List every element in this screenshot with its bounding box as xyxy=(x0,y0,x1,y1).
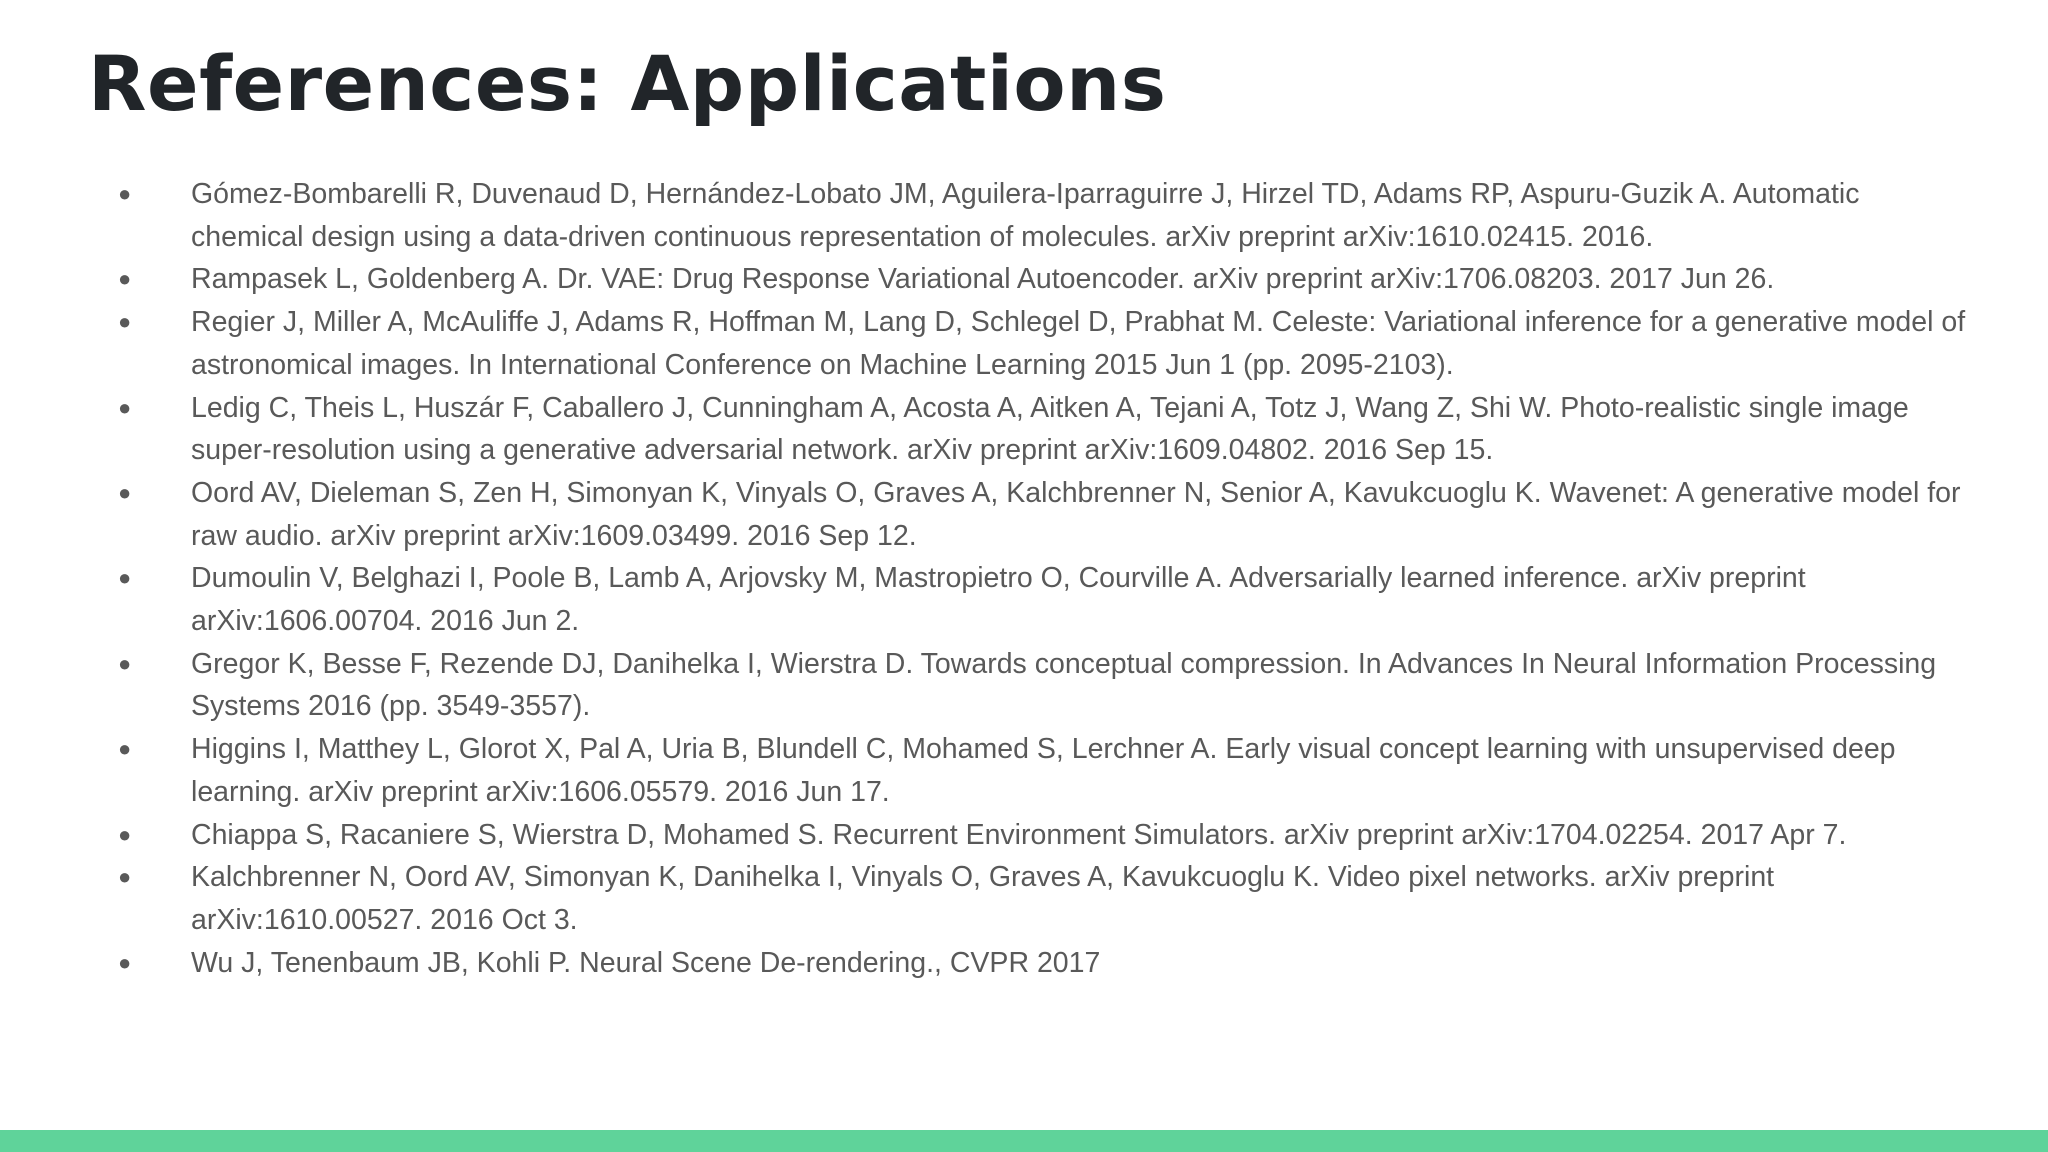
reference-text: Dumoulin V, Belghazi I, Poole B, Lamb A, Arjovsky M, Mastropietro O, Courville A. Adversarially learned inference. arXiv preprint arXiv:1606.00704. 2016 Jun 2. xyxy=(191,562,1806,638)
bullet-icon: ● xyxy=(118,394,132,420)
reference-item xyxy=(118,856,1978,941)
reference-text: Regier J, Miller A, McAuliffe J, Adams R, Hoffman M, Lang D, Schlegel D, Prabhat M. Celeste: Variational inference for a generative model of astronomical images. In International Conference on Machine Learning 2015 Jun 1 (pp. 2095-2103). xyxy=(191,306,1966,381)
reference-item xyxy=(118,387,1978,472)
bullet-icon: ● xyxy=(118,864,132,890)
bullet-icon: ● xyxy=(118,181,132,206)
reference-item xyxy=(118,173,1978,258)
bullet-icon: ● xyxy=(118,565,132,591)
bullet-icon: ● xyxy=(118,650,132,676)
bullet-icon: ● xyxy=(118,479,132,505)
bullet-icon: ● xyxy=(118,309,132,335)
reference-item xyxy=(118,814,1978,857)
reference-text: Kalchbrenner N, Oord AV, Simonyan K, Danihelka I, Vinyals O, Graves A, Kavukcuoglu K. Video pixel networks. arXiv preprint arXiv:1610.00527. 2016 Oct 3. xyxy=(191,861,1775,936)
reference-item xyxy=(118,301,1978,386)
reference-text: Wu J, Tenenbaum JB, Kohli P. Neural Scene De-rendering., CVPR 2017 xyxy=(191,946,1101,979)
reference-text: Gómez-Bombarelli R, Duvenaud D, Hernández-Lobato JM, Aguilera-Iparraguirre J, Hirzel TD, Adams RP, Aspuru-Guzik A. Automatic chemical design using a data-driven continuous representation of molecules. arXiv preprint arXiv:1610.02415. 2016. xyxy=(191,178,1860,253)
bullet-icon: ● xyxy=(118,266,132,292)
reference-item xyxy=(118,942,1978,985)
reference-text: Chiappa S, Racaniere S, Wierstra D, Mohamed S. Recurrent Environment Simulators. arXiv preprint arXiv:1704.02254. 2017 Apr 7. xyxy=(191,818,1847,851)
bullet-icon: ● xyxy=(118,736,132,762)
footer-bar xyxy=(0,1130,2048,1152)
bullet-icon: ● xyxy=(118,949,132,975)
reference-text: Ledig C, Theis L, Huszár F, Caballero J, Cunningham A, Acosta A, Aitken A, Tejani A, Totz J, Wang Z, Shi W. Photo-realistic single image super-resolution using a generative adversarial network. arXiv preprint arXiv:1609.04802. 2016 Sep 15. xyxy=(191,391,1909,467)
reference-item xyxy=(118,557,1978,642)
bullet-icon: ● xyxy=(118,821,132,847)
reference-text: Rampasek L, Goldenberg A. Dr. VAE: Drug Response Variational Autoencoder. arXiv preprint arXiv:1706.08203. 2017 Jun 26. xyxy=(191,263,1775,296)
reference-item xyxy=(118,643,1978,728)
reference-text: Higgins I, Matthey L, Glorot X, Pal A, Uria B, Blundell C, Mohamed S, Lerchner A. Early visual concept learning with unsupervised deep learning. arXiv preprint arXiv:1606.05579. 2016 Jun 17. xyxy=(191,733,1896,808)
reference-item xyxy=(118,472,1978,557)
reference-list xyxy=(118,173,1978,984)
reference-item xyxy=(118,258,1978,301)
reference-text: Oord AV, Dieleman S, Zen H, Simonyan K, Vinyals O, Graves A, Kalchbrenner N, Senior A, Kavukcuoglu K. Wavenet: A generative model for raw audio. arXiv preprint arXiv:1609.03499. 2016 Sep 12. xyxy=(191,476,1961,552)
slide-title: References: Applications xyxy=(88,39,1167,128)
reference-text: Gregor K, Besse F, Rezende DJ, Danihelka I, Wierstra D. Towards conceptual compression. In Advances In Neural Information Processing Systems 2016 (pp. 3549-3557). xyxy=(191,647,1937,723)
reference-item xyxy=(118,728,1978,813)
